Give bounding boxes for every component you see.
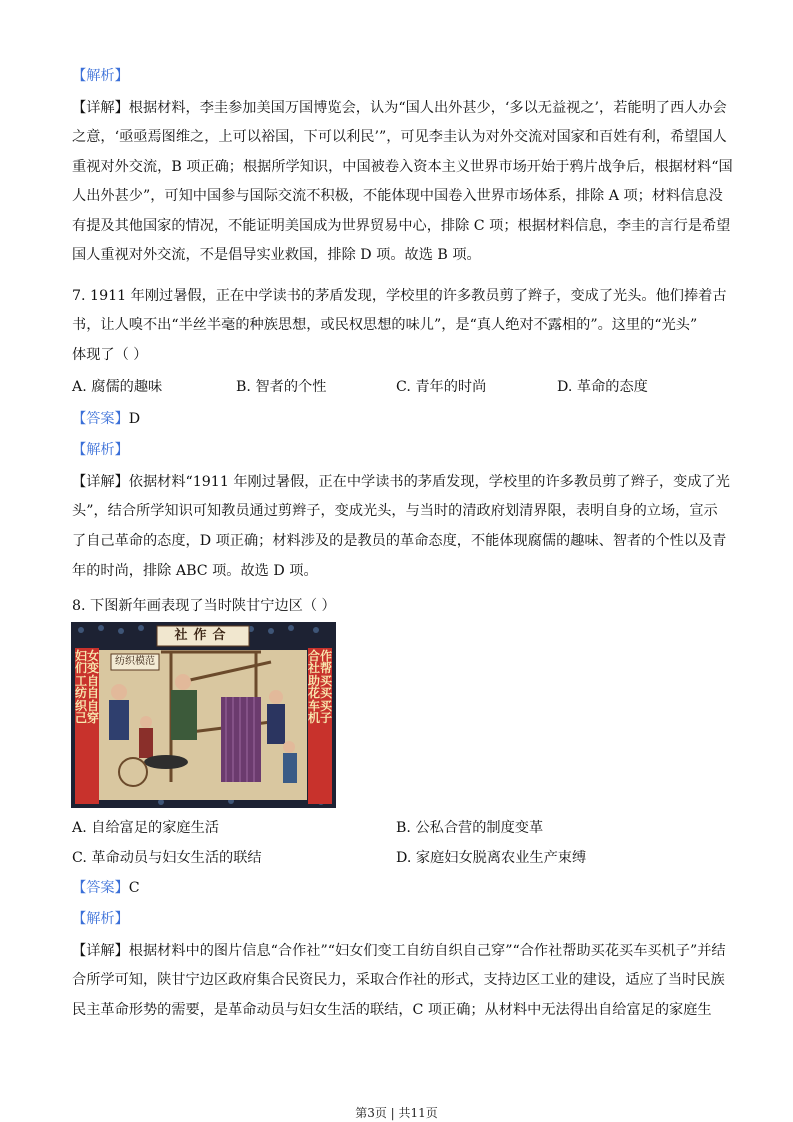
q7-option-a: A. 腐儒的趣味 [72,379,163,395]
q8-detail-line-1: 【详解】根据材料中的图片信息“合作社”“妇女们变工自纺自织自己穿”“合作社帮助买花买车买机子”并结 [72,943,726,959]
q8-answer [72,878,732,898]
q8-question: 8. 下图新年画表现了当时陕甘宁边区（ ） [72,598,336,614]
q7-detail-line-2: 头”，结合所学知识可知教员通过剪辫子，变成光头，与当时的清政府划清界限，表明自身的立场，宣示 [72,503,718,519]
q8-analysis-label: 【解析】 [72,911,129,927]
q8-option-a: A. 自给富足的家庭生活 [72,820,219,836]
q7-detail-line-3: 了自己革命的态度，D 项正确；材料涉及的是教员的革命态度，不能体现腐儒的趣味、智者的个性以及青 [72,533,727,549]
q6-detail-line-4: 人出外甚少”，可知中国参与国际交流不积极，不能体现中国卷入世界市场体系，排除 A 项；材料信息没 [72,188,723,204]
q7-detail-line-4: 年的时尚，排除 ABC 项。故选 D 项。 [72,563,318,579]
q6-detail-line-3: 重视对外交流，B 项正确；根据所学知识，中国被卷入资本主义世界市场开始于鸦片战争后，根据材料“国 [72,159,733,175]
q6-detail-line-5: 有提及其他国家的情况，不能证明美国成为世界贸易中心，排除 C 项；根据材料信息，李圭的言行是希望 [72,218,731,234]
q7-option-c: C. 青年的时尚 [396,379,487,395]
q6-detail-line-1: 【详解】根据材料，李圭参加美国万国博览会，认为“国人出外甚少，‘多以无益视之’，若能明了西人办会 [72,100,727,116]
q7-option-d: D. 革命的态度 [557,379,648,395]
new-year-painting-illustration [71,622,336,808]
new-year-painting-figure [71,622,336,808]
q6-analysis-label: 【解析】 [72,68,129,84]
q8-answer-label: 【答案】 [72,880,129,896]
q8-detail-line-3: 民主革命形势的需要，是革命动员与妇女生活的联结，C 项正确；从材料中无法得出自给富足的家庭生 [72,1002,712,1018]
q8-answer-value: C [128,880,140,896]
q7-detail-line-1: 【详解】依据材料“1911 年刚过暑假，正在中学读书的茅盾发现，学校里的许多教员剪了辫子，变成了光 [72,474,730,490]
q7-question-line-2: 书，让人嗅不出“半丝半毫的种族思想，或民权思想的味儿”，是“真人绝对不露相的”。这里的“光头” [72,317,698,333]
q7-answer [72,409,732,429]
q6-detail-line-2: 之意，‘亟亟焉图维之，上可以裕国，下可以利民’”，可见李圭认为对外交流对国家和百姓有利，希望国人 [72,129,727,145]
figure-right-banner-text: 合作社帮助买花买车买机子 [308,649,333,726]
figure-left-banner-text: 妇女们变工自纺自织自己穿 [75,649,100,726]
figure-sign-text: 纺织模范 [115,656,155,667]
q8-option-d: D. 家庭妇女脱离农业生产束缚 [396,850,587,866]
q7-question-line-3: 体现了（ ） [72,347,148,363]
q7-question-line-1: 7. 1911 年刚过暑假，正在中学读书的茅盾发现，学校里的许多教员剪了辫子，变成了光头。他们捧着古 [72,288,727,304]
q8-option-b: B. 公私合营的制度变革 [396,820,544,836]
page-footer: 第3页 | 共11页 [355,1106,438,1120]
q7-answer-value: D [128,411,141,427]
q7-answer-label: 【答案】 [72,411,129,427]
q6-detail-line-6: 国人重视对外交流，不是倡导实业救国，排除 D 项。故选 B 项。 [72,247,481,263]
q8-option-c: C. 革命动员与妇女生活的联结 [72,850,262,866]
q7-option-b: B. 智者的个性 [236,379,327,395]
q8-detail-line-2: 合所学可知，陕甘宁边区政府集合民资民力，采取合作社的形式，支持边区工业的建设，适应了当时民族 [72,972,725,988]
q7-analysis-label: 【解析】 [72,442,129,458]
figure-top-banner-text: 社作合 [174,628,232,643]
